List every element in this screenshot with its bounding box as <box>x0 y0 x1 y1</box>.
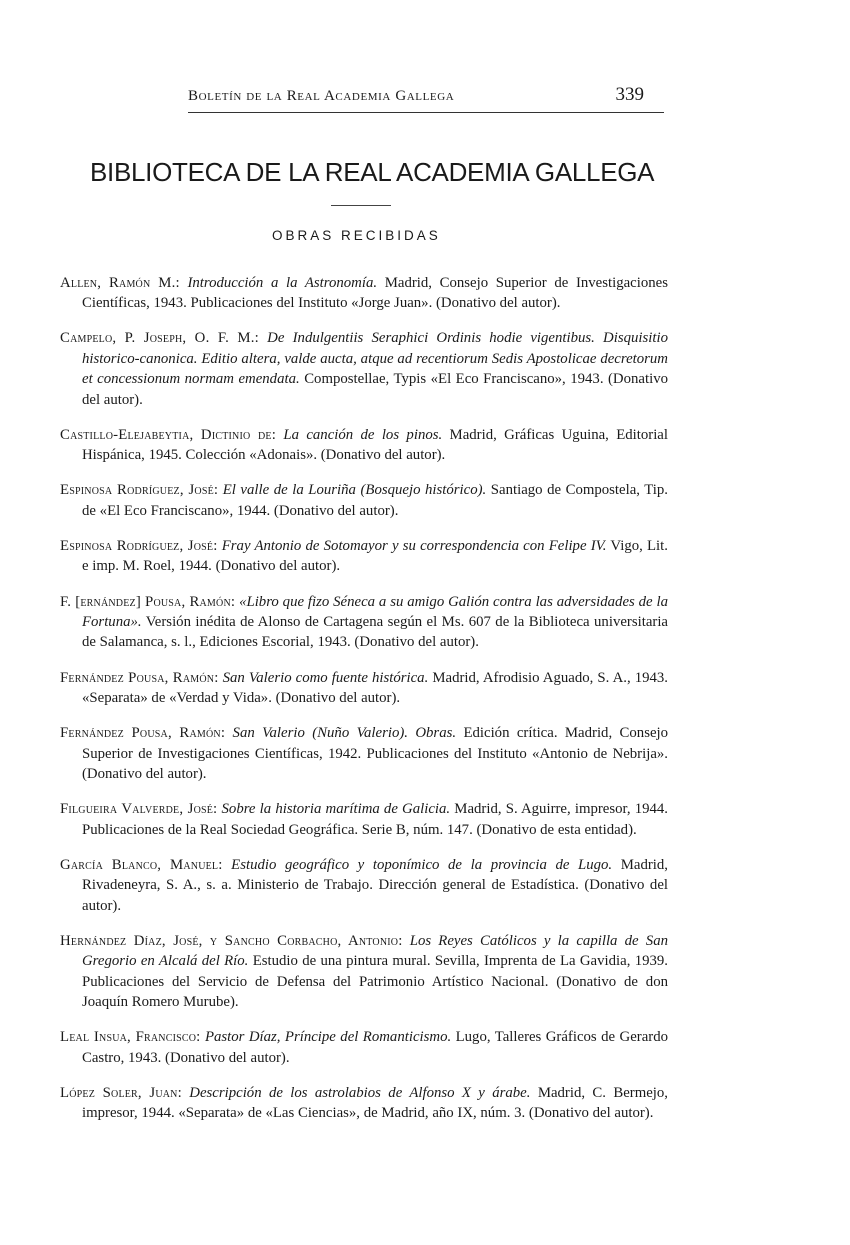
entry-details: Madrid, S. Aguirre, impresor, 1944. Publicaciones de la Real Sociedad Geográfica. Serie B, núm. 147. (Donativo de esta entidad). <box>82 801 668 838</box>
section-subtitle: OBRAS RECIBIDAS <box>272 228 441 243</box>
section-title: BIBLIOTECA DE LA REAL ACADEMIA GALLEGA <box>90 157 655 187</box>
list-item <box>60 1083 668 1124</box>
entry-details: Madrid, Afrodisio Aguado, S. A., 1943. «Separata» de «Verdad y Vida». (Donativo del autor). <box>82 669 669 707</box>
entries-list <box>60 258 668 1127</box>
entry-details: Madrid, Consejo Superior de Investigaciones Científicas, 1943. Publicaciones del Instituto «Jorge Juan». (Donativo del autor). <box>82 274 668 312</box>
entry-work: De Indulgentiis Seraphici Ordinis hodie vigentibus. Disquisitio historico-canonica. Editio altera, valde aucta, atque ad recentiorum Sedis Apostolicae decretorum et concessionum normam emendata. <box>82 330 668 388</box>
entry-work: Descripción de los astrolabios de Alfonso X y árabe. <box>189 1084 531 1101</box>
entry-author: Fernández Pousa, Ramón: <box>60 669 219 686</box>
entry-author: Fernández Pousa, Ramón: <box>60 725 226 742</box>
list-item <box>60 328 668 410</box>
entry-details: Lugo, Talleres Gráficos de Gerardo Castro, 1943. (Donativo del autor). <box>82 1029 668 1066</box>
entry-author: Filgueira Valverde, José: <box>60 801 218 818</box>
entry-author: Espinosa Rodríguez, José: <box>60 538 218 555</box>
entry-work: Introducción a la Astronomía. <box>187 274 378 291</box>
entry-work: Fray Antonio de Sotomayor y su correspondencia con Felipe IV. <box>221 538 607 555</box>
header-rule <box>188 112 664 113</box>
list-item <box>60 536 668 577</box>
entry-details: Edición crítica. Madrid, Consejo Superior de Investigaciones Científicas, 1942. Publicaciones del Instituto «Antonio de Nebrija». (Donativo del autor). <box>82 725 669 783</box>
list-item <box>60 425 668 466</box>
entry-work: Estudio geográfico y toponímico de la provincia de Lugo. <box>231 856 613 873</box>
entry-details: Madrid, Rivadeneyra, S. A., s. a. Ministerio de Trabajo. Dirección general de Estadística. (Donativo del autor). <box>82 856 669 914</box>
entry-work: Pastor Díaz, Príncipe del Romanticismo. <box>204 1029 452 1046</box>
entry-author: F. [ernández] Pousa, Ramón: <box>60 593 236 610</box>
title-divider <box>331 205 391 206</box>
entry-details: Madrid, Gráficas Uguina, Editorial Hispánica, 1945. Colección «Adonais». (Donativo del autor). <box>82 426 668 464</box>
entry-details: Versión inédita de Alonso de Cartagena según el Ms. 607 de la Biblioteca universitaria de Salamanca, s. l., Ediciones Escorial, 1943. (Donativo del autor). <box>82 614 668 651</box>
running-title: Boletín de la Real Academia Gallega <box>188 88 455 104</box>
entry-work: La canción de los pinos. <box>283 426 443 443</box>
list-item <box>60 723 668 784</box>
entry-details: Vigo, Lit. e imp. M. Roel, 1944. (Donativo del autor). <box>82 538 668 575</box>
entry-details: Santiago de Compostela, Tip. de «El Eco Franciscano», 1944. (Donativo del autor). <box>82 482 668 519</box>
entry-author: Hernández Díaz, José, y Sancho Corbacho, Antonio: <box>60 932 403 949</box>
page-number: 339 <box>615 84 644 105</box>
list-item <box>60 1027 668 1068</box>
entry-details: Estudio de una pintura mural. Sevilla, Imprenta de La Gavidia, 1939. Publicaciones del Servicio de Defensa del Patrimonio Artístico Nacional. (Donativo de don Joaquín Romero Murube). <box>82 953 668 1011</box>
entry-author: Castillo-Elejabeytia, Dictinio de: <box>60 426 277 443</box>
entry-details: Madrid, C. Bermejo, impresor, 1944. «Separata» de «Las Ciencias», de Madrid, año IX, núm. 3. (Donativo del autor). <box>82 1084 668 1122</box>
entry-details: Compostellae, Typis «El Eco Franciscano», 1943. (Donativo del autor). <box>82 371 668 408</box>
list-item <box>60 668 668 709</box>
entry-author: Espinosa Rodríguez, José: <box>60 482 219 499</box>
entry-work: «Libro que fizo Séneca a su amigo Galión contra las adversidades de la Fortuna». <box>82 593 668 631</box>
entry-work: San Valerio como fuente histórica. <box>222 669 429 686</box>
entry-author: Leal Insua, Francisco: <box>60 1029 201 1046</box>
entry-work: Los Reyes Católicos y la capilla de San Gregorio en Alcalá del Río. <box>82 932 669 970</box>
entry-author: Allen, Ramón M.: <box>60 274 180 291</box>
list-item <box>60 480 668 521</box>
list-item <box>60 855 668 916</box>
entry-work: Sobre la historia marítima de Galicia. <box>221 801 451 818</box>
list-item <box>60 273 668 314</box>
entry-author: García Blanco, Manuel: <box>60 856 223 873</box>
entry-work: San Valerio (Nuño Valerio). Obras. <box>232 725 457 742</box>
entry-author: López Soler, Juan: <box>60 1084 182 1101</box>
entry-author: Campelo, P. Joseph, O. F. M.: <box>60 330 259 347</box>
entry-work: El valle de la Louriña (Bosquejo histórico). <box>222 482 487 499</box>
list-item <box>60 799 668 840</box>
list-item <box>60 592 668 653</box>
list-item <box>60 931 668 1013</box>
